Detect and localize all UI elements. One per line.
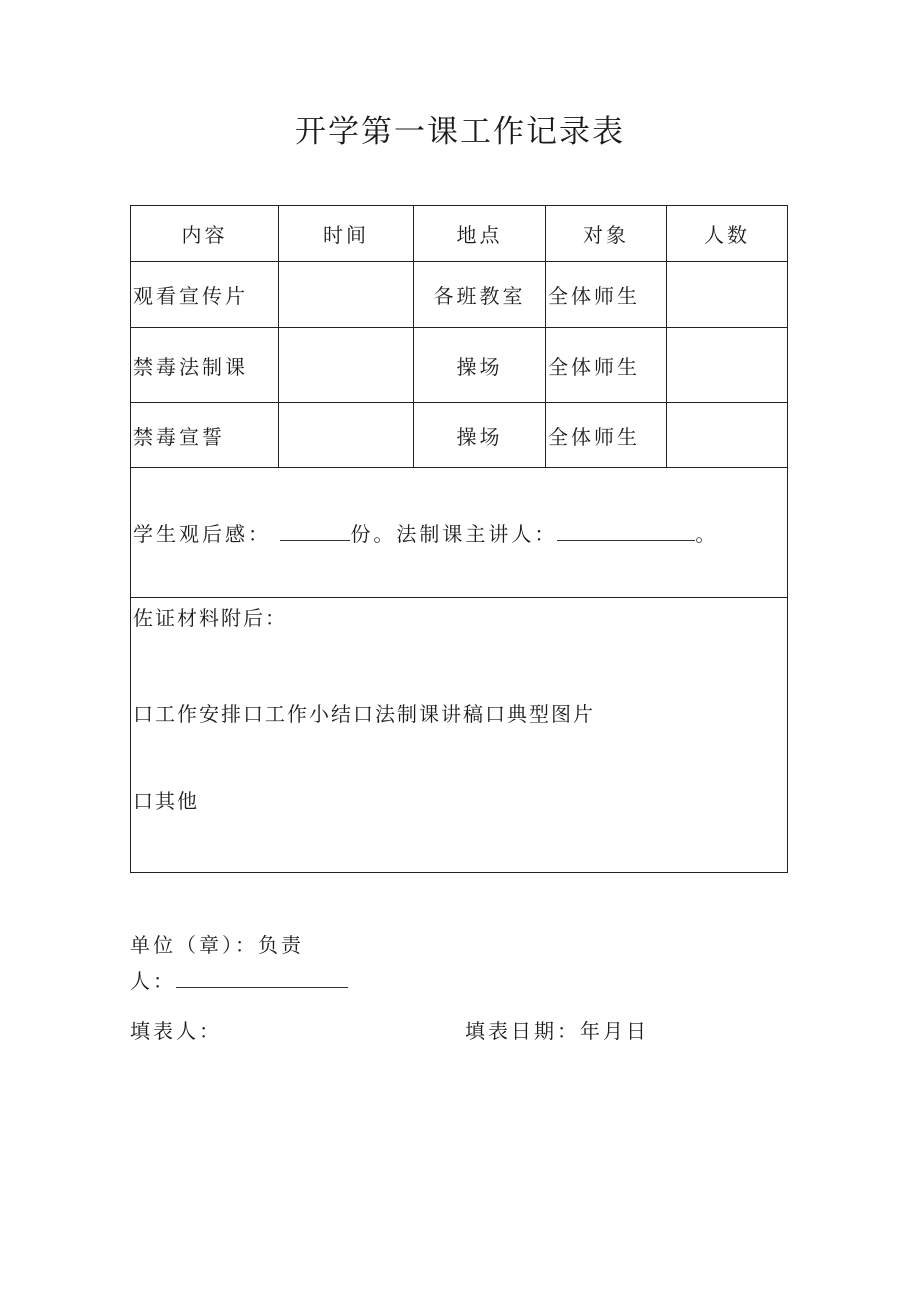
header-target: 对象 bbox=[546, 206, 667, 262]
header-count: 人数 bbox=[667, 206, 788, 262]
evidence-label: 佐证材料附后： bbox=[133, 606, 287, 630]
table-header-row bbox=[131, 206, 788, 262]
row-target: 全体师生 bbox=[546, 328, 667, 403]
row-time-cell[interactable] bbox=[279, 328, 414, 403]
evidence-row bbox=[131, 598, 788, 873]
row-target: 全体师生 bbox=[546, 262, 667, 328]
table-row bbox=[131, 328, 788, 403]
note-row bbox=[131, 468, 788, 598]
table-row bbox=[131, 262, 788, 328]
note-cell bbox=[131, 468, 788, 598]
row-time-cell[interactable] bbox=[279, 262, 414, 328]
header-place: 地点 bbox=[414, 206, 546, 262]
row-count-cell[interactable] bbox=[667, 403, 788, 468]
row-place: 操场 bbox=[414, 328, 546, 403]
lecturer-name-blank[interactable] bbox=[557, 522, 695, 541]
note-suffix: 。 bbox=[695, 522, 719, 546]
row-time-cell[interactable] bbox=[279, 403, 414, 468]
evidence-cell bbox=[131, 598, 788, 873]
header-content: 内容 bbox=[131, 206, 279, 262]
note-mid: 份。法制课主讲人： bbox=[350, 522, 558, 546]
row-count-cell[interactable] bbox=[667, 328, 788, 403]
note-prefix: 学生观后感： bbox=[133, 522, 271, 546]
table-row bbox=[131, 403, 788, 468]
evidence-other-option[interactable]: 口其他 bbox=[133, 789, 199, 813]
row-place: 各班教室 bbox=[414, 262, 546, 328]
unit-label-line1: 单位（章）：负责 bbox=[130, 933, 304, 957]
document-title: 开学第一课工作记录表 bbox=[295, 114, 625, 150]
fill-date-label: 填表日期：年月日 bbox=[465, 1019, 649, 1043]
row-place: 操场 bbox=[414, 403, 546, 468]
evidence-options[interactable]: 口工作安排口工作小结口法制课讲稿口典型图片 bbox=[133, 702, 595, 726]
row-target: 全体师生 bbox=[546, 403, 667, 468]
header-time: 时间 bbox=[279, 206, 414, 262]
row-content: 观看宣传片 bbox=[131, 262, 279, 328]
unit-label-line2 bbox=[130, 965, 348, 994]
row-count-cell[interactable] bbox=[667, 262, 788, 328]
reflection-count-blank[interactable] bbox=[280, 522, 350, 541]
filler-label: 填表人： bbox=[130, 1019, 222, 1043]
responsible-person-label: 人： bbox=[130, 969, 176, 993]
record-table bbox=[130, 205, 788, 873]
row-content: 禁毒宣誓 bbox=[131, 403, 279, 468]
responsible-person-blank[interactable] bbox=[176, 969, 348, 988]
row-content: 禁毒法制课 bbox=[131, 328, 279, 403]
